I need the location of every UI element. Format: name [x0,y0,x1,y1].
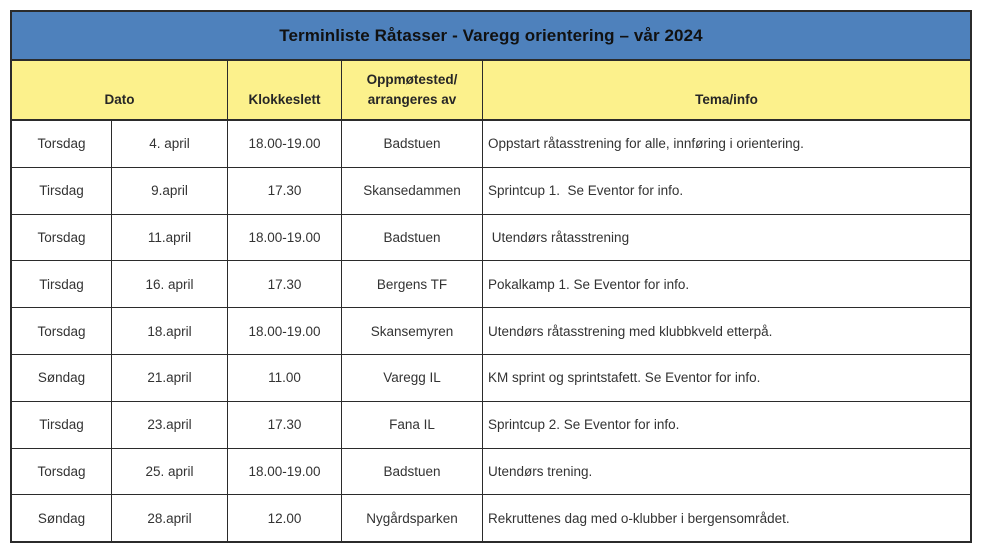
cell-place: Skansemyren [342,308,483,354]
cell-place: Bergens TF [342,261,483,307]
cell-day: Torsdag [12,121,112,167]
cell-date: 21.april [112,355,228,401]
column-header-tema-label: Tema/info [695,92,758,108]
cell-date: 9.april [112,168,228,214]
table-title: Terminliste Råtasser - Varegg orientering – vår 2024 [279,25,703,45]
cell-day: Torsdag [12,215,112,261]
column-header-oppmotested [342,61,483,119]
cell-time: 18.00-19.00 [228,449,342,495]
cell-info: KM sprint og sprintstafett. Se Eventor for info. [488,370,761,386]
cell-date: 16. april [112,261,228,307]
table-row [12,168,970,215]
table-title-bar [12,12,970,61]
cell-time: 17.30 [228,261,342,307]
cell-date: 25. april [112,449,228,495]
cell-time: 17.30 [228,402,342,448]
column-header-klokkeslett-label: Klokkeslett [248,92,321,108]
cell-place: Skansedammen [342,168,483,214]
table-row [12,121,970,168]
column-header-klokkeslett [228,61,342,119]
cell-info: Utendørs råtasstrening [488,229,630,245]
column-header-dato-label: Dato [104,92,135,108]
cell-place: Fana IL [342,402,483,448]
cell-info: Utendørs råtasstrening med klubbkveld etterpå. [488,323,773,339]
cell-day: Søndag [12,495,112,541]
table-row [12,308,970,355]
cell-info: Oppstart råtasstrening for alle, innføring i orientering. [488,136,804,152]
cell-time: 18.00-19.00 [228,308,342,354]
table-row [12,495,970,541]
cell-day: Tirsdag [12,261,112,307]
cell-info: Utendørs trening. [488,463,593,479]
cell-day: Torsdag [12,308,112,354]
table-row [12,402,970,449]
cell-place: Badstuen [342,449,483,495]
cell-date: 28.april [112,495,228,541]
cell-day: Tirsdag [12,168,112,214]
table-header-row [12,61,970,121]
cell-time: 17.30 [228,168,342,214]
cell-info: Pokalkamp 1. Se Eventor for info. [488,276,690,292]
column-header-dato [12,61,228,119]
table-body [12,121,970,541]
cell-place: Nygårdsparken [342,495,483,541]
cell-time: 18.00-19.00 [228,121,342,167]
cell-info: Sprintcup 2. Se Eventor for info. [488,417,680,433]
table-row [12,261,970,308]
cell-time: 12.00 [228,495,342,541]
cell-place: Varegg IL [342,355,483,401]
cell-day: Tirsdag [12,402,112,448]
cell-date: 11.april [112,215,228,261]
cell-place: Badstuen [342,215,483,261]
cell-day: Torsdag [12,449,112,495]
table-row [12,215,970,262]
column-header-oppmotested-line2: arrangeres av [367,92,457,107]
cell-info: Rekruttenes dag med o-klubber i bergensområdet. [488,510,790,526]
cell-date: 4. april [112,121,228,167]
cell-day: Søndag [12,355,112,401]
cell-date: 18.april [112,308,228,354]
table-row [12,355,970,402]
column-header-tema [483,61,970,119]
cell-time: 11.00 [228,355,342,401]
cell-info: Sprintcup 1. Se Eventor for info. [488,183,684,199]
cell-date: 23.april [112,402,228,448]
table-row [12,449,970,496]
schedule-table [10,10,972,543]
column-header-oppmotested-line1: Oppmøtested/ [366,72,458,88]
cell-place: Badstuen [342,121,483,167]
cell-time: 18.00-19.00 [228,215,342,261]
